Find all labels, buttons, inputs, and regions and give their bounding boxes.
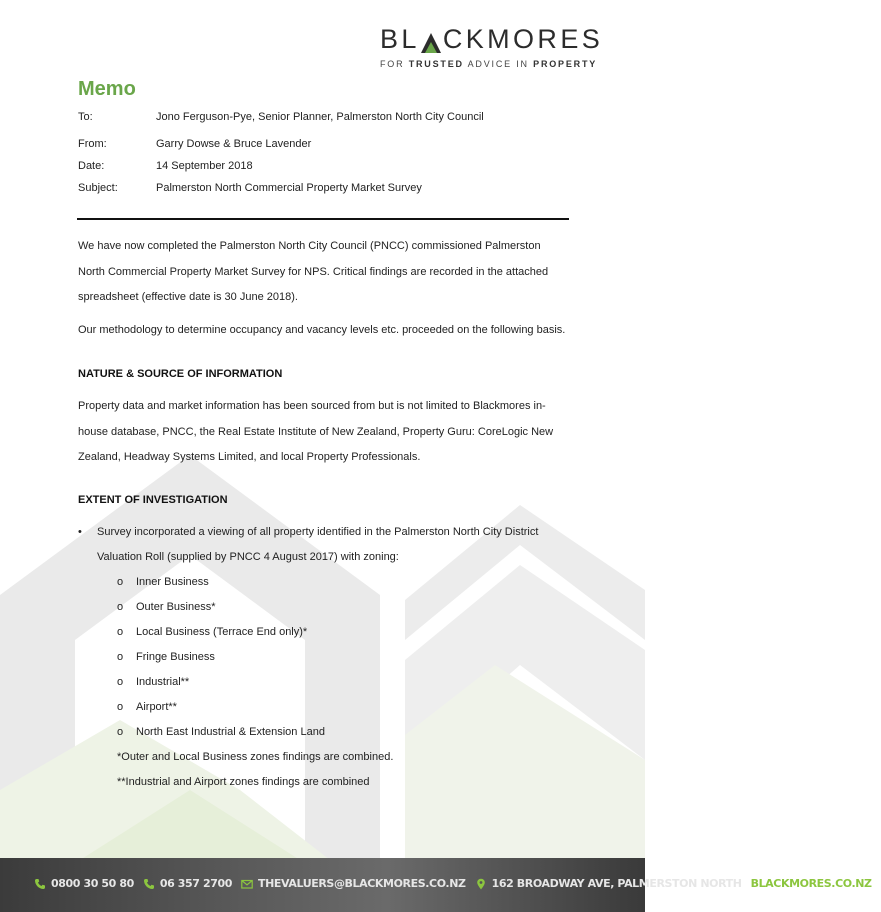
survey-text: Survey incorporated a viewing of all property identified in the Palmerston North City District Valuation Roll (supplied by PNCC 4 August 2017) with zoning: (97, 526, 539, 563)
zone-label: Inner Business (136, 576, 209, 588)
footer-phone-2[interactable]: 06 357 2700 (143, 877, 232, 890)
phone-icon (34, 878, 46, 890)
logo-tagline: FOR TRUSTED ADVICE IN PROPERTY (380, 59, 598, 69)
to-label: To: (78, 111, 93, 123)
envelope-icon (241, 878, 253, 890)
footer-bar (0, 858, 872, 912)
zone-label: Local Business (Terrace End only)* (136, 626, 308, 638)
subject-value: Palmerston North Commercial Property Market Survey (156, 182, 422, 194)
nature-paragraph: Property data and market information has been sourced from but is not limited to Blackmores in-house database, PNCC, the Real Estate Institute of New Zealand, Property Guru: CoreLogic New Zealand, Headway Systems Limited, and local Property Professionals. (78, 400, 554, 463)
sub-bullet-icon: o (117, 651, 124, 663)
zone-label: Fringe Business (136, 651, 215, 663)
location-pin-icon (475, 878, 487, 890)
footer-contacts (34, 877, 881, 890)
footer-phone-1[interactable]: 0800 30 50 80 (34, 877, 134, 890)
bullet-icon: • (78, 526, 82, 538)
sub-bullet-icon: o (117, 701, 124, 713)
from-label: From: (78, 138, 107, 150)
section-heading-extent: EXTENT OF INVESTIGATION (78, 494, 228, 506)
to-value: Jono Ferguson-Pye, Senior Planner, Palmerston North City Council (156, 111, 484, 123)
sub-bullet-icon: o (117, 726, 124, 738)
zone-label: Outer Business* (136, 601, 216, 613)
footnote-industrial: **Industrial and Airport zones findings are combined (117, 776, 370, 788)
footer-website-link[interactable]: BLACKMORES.CO.NZ (750, 877, 872, 890)
subject-label: Subject: (78, 182, 118, 194)
sub-bullet-icon: o (117, 576, 124, 588)
section-heading-nature: NATURE & SOURCE OF INFORMATION (78, 368, 283, 380)
date-value: 14 September 2018 (156, 160, 253, 172)
zone-label: Industrial** (136, 676, 190, 688)
sub-bullet-icon: o (117, 601, 124, 613)
sub-bullet-icon: o (117, 676, 124, 688)
sub-bullet-icon: o (117, 626, 124, 638)
logo-wordmark: BL CKMORES (380, 24, 604, 54)
methodology-paragraph: Our methodology to determine occupancy and vacancy levels etc. proceeded on the following basis. (78, 324, 566, 336)
footnote-business: *Outer and Local Business zones findings are combined. (117, 751, 394, 763)
date-label: Date: (78, 160, 105, 172)
blackmores-logo (380, 24, 630, 69)
zone-label: North East Industrial & Extension Land (136, 726, 325, 738)
from-value: Garry Dowse & Bruce Lavender (156, 138, 312, 150)
zone-label: Airport** (136, 701, 177, 713)
footer-address[interactable]: 162 BROADWAY AVE, PALMERSTON NORTH (475, 877, 742, 890)
header-divider (77, 218, 569, 220)
memo-title: Memo (78, 78, 136, 100)
footer-email[interactable]: THEVALUERS@BLACKMORES.CO.NZ (241, 877, 466, 890)
house-roof-icon (421, 31, 441, 55)
phone-icon (143, 878, 155, 890)
intro-paragraph: We have now completed the Palmerston North City Council (PNCC) commissioned Palmerston North Commercial Property Market Survey for NPS. Critical findings are recorded in the attached spreadsheet (effective date is 30 June 2018). (78, 240, 549, 303)
